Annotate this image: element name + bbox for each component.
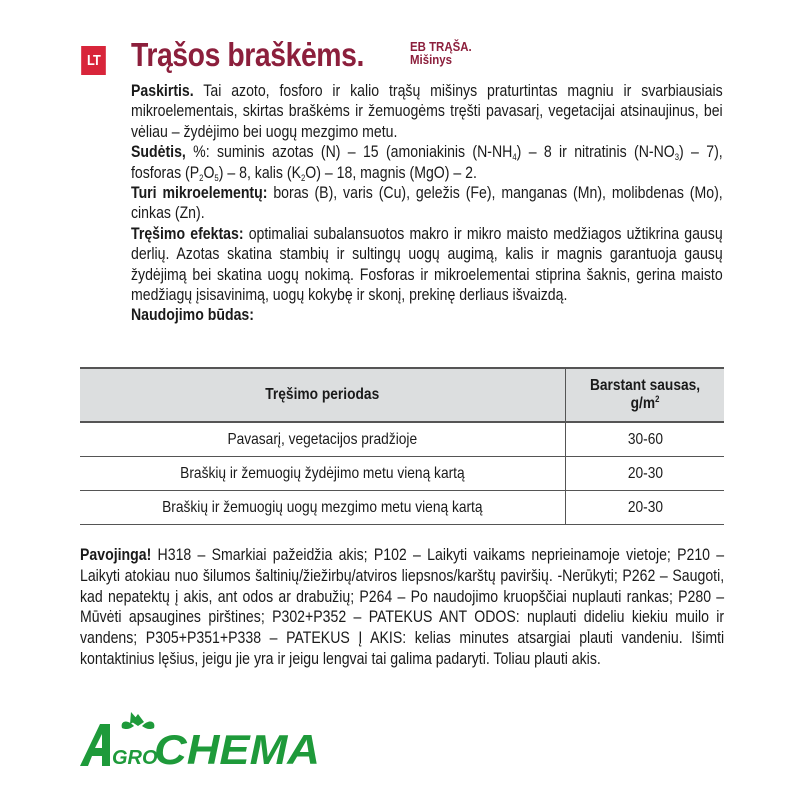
usage-label: Naudojimo būdas: [131, 306, 254, 325]
rate-text: 30-60 [627, 430, 663, 448]
language-badge-label: LT [87, 52, 100, 69]
rate-cell [566, 422, 725, 457]
header-rate [566, 368, 725, 422]
table-row [80, 457, 724, 491]
header-rate-label [590, 377, 700, 413]
superscript: 2 [655, 394, 660, 404]
purpose-text: Tai azoto, fosforo ir kalio trąšų mišinys praturtintas magniu ir svarbiausiais mikroelementais, skirtas braškėms ir žemuogėms tręšti pavasarį, vegetacijai atsinaujinus, bei vėliau – žydėjimo bei uogų mezgimo metu. [131, 82, 723, 141]
subscript: 3 [674, 152, 680, 163]
composition-text: ) – 8, kalis (K [218, 163, 301, 182]
usage-heading-paragraph [131, 305, 723, 325]
composition-text: ) – 8 ir nitratinis (N-NO [516, 143, 675, 162]
svg-text:GRO: GRO [112, 747, 158, 768]
composition-text: O [203, 163, 215, 182]
subscript: 4 [512, 152, 517, 163]
purpose-label: Paskirtis. [131, 82, 194, 100]
composition-text: O) – 18, magnis (MgO) – 2. [305, 163, 477, 182]
header-period [80, 368, 566, 422]
micro-paragraph [131, 183, 723, 224]
subtitle-line-1: EB TRĄŠA. [410, 39, 472, 54]
effect-label: Tręšimo efektas: [131, 224, 244, 243]
subscript: 5 [214, 172, 219, 183]
period-cell [80, 422, 566, 457]
composition-paragraph [131, 142, 723, 183]
table-header-row [80, 368, 724, 422]
table-row [80, 422, 724, 457]
hazard-warning [80, 545, 724, 670]
period-cell [80, 457, 566, 491]
purpose-paragraph [131, 81, 723, 142]
period-cell [80, 491, 566, 525]
header-rate-line1: Barstant sausas, [589, 377, 701, 394]
header-period-label: Tręšimo periodas [265, 386, 380, 403]
rate-text: 20-30 [627, 464, 663, 482]
header-rate-unit: g/m [630, 395, 656, 412]
micro-label: Turi mikroelementų: [131, 184, 268, 203]
hazard-label: Pavojinga! [80, 546, 152, 564]
rate-text: 20-30 [627, 498, 663, 516]
rate-cell [566, 491, 725, 525]
table-row [80, 491, 724, 525]
usage-table [80, 367, 724, 525]
composition-text: %: suminis azotas (N) – 15 (amoniakinis (N-NH [185, 143, 513, 162]
period-text: Braškių ir žemuogių žydėjimo metu vieną kartą [180, 464, 465, 482]
language-badge [81, 46, 106, 75]
period-text: Braškių ir žemuogių uogų mezgimo metu vieną kartą [162, 498, 483, 516]
description-block [131, 81, 723, 326]
hazard-text: H318 – Smarkiai pažeidžia akis; P102 – Laikyti vaikams neprieinamoje vietoje; P210 – Laikyti atokiau nuo šilumos šaltinių/žiežirbų/atviros liepsnos/karštų paviršių. -Nerūkyti; P262 – Saugoti, kad nepatektų į akis, ant odos ar drabužių; P264 – Po naudojimo kruopščiai nuplauti rankas; P280 – Mūvėti apsaugines pirštines; P302+P352 – PATEKUS ANT ODOS: nuplauti dideliu kiekiu muilo ir vandens; P305+P351+P338 – PATEKUS Į AKIS: kelias minutes atsargiai plauti vandeniu. Išimti kontaktinius lęšius, jeigu jie yra ir jeigu lengvai tai galima padaryti. Toliau plauti akis. [80, 546, 725, 668]
micro-text: boras (B), varis (Cu), geležis (Fe), manganas (Mn), molibdenas (Mo), cinkas (Zn). [131, 184, 723, 223]
composition-label: Sudėtis, [131, 143, 186, 162]
composition-text: ) – 7), fosforas (P [131, 143, 723, 182]
subscript: 2 [199, 172, 204, 183]
product-title: Trąšos braškėms. [131, 36, 364, 73]
subscript: 2 [300, 172, 306, 183]
rate-cell [566, 457, 725, 491]
effect-text: optimaliai subalansuotos makro ir mikro maisto medžiagos užtikrina gausų derlių. Azotas skatina stambių ir sultingų uogų augimą, kalis ir magnis garantuoja gausų žydėjimą bei skatina uogų nokimą. Fosforas ir mikroelementai stiprina šaknis, gerina maisto medžiagų įsisavinimą, uogų kokybę ir skonį, prekinę derliaus išvaizdą. [131, 224, 723, 305]
subtitle-line-2: Mišinys [410, 52, 452, 67]
agrochema-logo [76, 712, 326, 768]
effect-paragraph [131, 224, 723, 306]
product-subtitle [410, 40, 472, 66]
svg-text:CHEMA: CHEMA [154, 726, 320, 768]
period-text: Pavasarį, vegetacijos pradžioje [227, 430, 418, 448]
leaf-icon [76, 712, 326, 768]
